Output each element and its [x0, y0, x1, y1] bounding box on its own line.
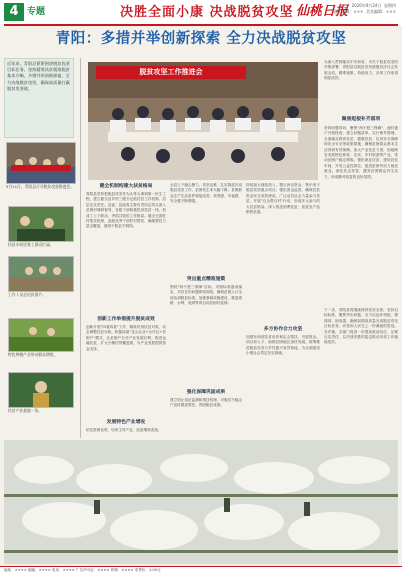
photo-workshop	[8, 206, 74, 242]
photo-planting	[8, 318, 74, 352]
subhead-col2-2: 创新工作举措提升脱贫成效	[97, 317, 155, 322]
lead-paragraph: 近年来，青阳县紧紧围绕脱贫攻坚目标任务，坚持精准扶贫精准脱贫基本方略，多措并举创新探索，全力决战脱贫攻坚，确保高质量打赢脱贫攻坚战。	[4, 58, 74, 138]
section-label: 专题	[27, 7, 46, 17]
article-col2-c: 依托资源优势，培育主导产业，拓宽增收渠道。	[86, 428, 162, 432]
photo-banner: 脱贫攻坚工作推进会	[96, 66, 246, 79]
caption-1: 5月11日，青阳县召开脱贫攻坚推进会。	[6, 184, 74, 189]
slogan: 决胜全面小康 决战脱贫攻坚	[120, 5, 294, 20]
article-right-top: 为深入贯彻落实中央和省、市关于脱贫攻坚的决策部署，青阳县以脱贫攻坚统揽经济社会发展全局，精准施策，持续用力，各项工作取得明显成效。	[324, 60, 398, 81]
article-col2-b: 创新开展"四看四查"工作，精准识别扶贫对象，动态调整扶贫台账。积极探索"龙头企业+合作社+贫困户"模式，让贫困户分享产业发展红利。推进金融扶贫，扩大小额信贷覆盖面，为产业发展提供资金支持。	[86, 325, 166, 351]
article-col2-a: 青阳县坚持把脱贫攻坚作为头等大事和第一民生工程，建立健全县乡村三级书记抓扶贫工作机制，层层压实责任。县委、县政府主要负责同志带头深入贫困村调研督导，各级干部积极投身扶贫一线，形成了上下联动、齐抓共管的工作格局。健全完善驻村帮扶机制，选派优秀干部驻村帮扶，确保帮扶力量全覆盖，做到不脱贫不脱钩。	[86, 192, 166, 229]
subhead-col3-2: 强化保障巩固成果	[186, 390, 226, 395]
subhead-col2-1: 健全机制构建大扶贫格局	[99, 184, 153, 189]
article-col5: 下一步，青阳县将继续保持攻坚态势，坚持目标标准，聚焦突出问题，全力以赴补短板、强弱项、固成果，确保如期高质量完成脱贫攻坚目标任务，向党和人民交上一份满意的答卷。各乡镇、各部门将进一步提高政治站位，压紧压实责任，以决战决胜的姿态推动各项工作落地见效。	[324, 308, 398, 345]
page-footer: 地址：×××× 邮编：×××× 电话：×××× 广告许可证：×××× 印刷：×××× 零售价：1.00元	[0, 566, 402, 579]
column-divider	[80, 58, 81, 438]
caption-5: 扶贫产业基地一角。	[8, 408, 43, 413]
page-number: 4	[4, 3, 24, 21]
header-rule	[4, 24, 398, 26]
main-photo	[88, 62, 318, 180]
main-headline: 青阳：多措并举创新探索 全力决战脱贫攻坚	[55, 31, 347, 47]
issue-meta: 2020年9月24日 星期四 责任编辑：××× 美术编辑：×××	[333, 3, 396, 14]
article-right-mid: 坚持问题导向，聚焦"两不愁三保障"，逐村逐户开展排查，建立问题清单，实行销号管理。全面落实教育扶贫、健康扶贫、住房安全保障和饮水安全等政策措施，确保贫困群众基本生活得到有效保障。加大产业扶贫力度，因地制宜发展特色种养、光伏、乡村旅游等产业，带动贫困户稳定增收。强化就业扶贫，建设扶贫车间，开发公益性岗位，促进贫困劳动力就近就业。深化扶志扶智，激发贫困群众内生动力，形成勤劳致富的良好氛围。	[324, 126, 398, 179]
article-col3-a: 全县上下凝心聚力、攻坚克难，扎实推进各项脱贫攻坚工作，贫困发生率大幅下降，贫困群众生产生活条件明显改善，获得感、幸福感、安全感不断增强。	[170, 183, 242, 204]
article-col4-b: 加强东西部扶贫协作和定点帮扶，引进资金、项目和人才，助推贫困地区加快发展。统筹推进脱贫攻坚与乡村振兴有效衔接，为全面建成小康社会奠定坚实基础。	[246, 335, 320, 356]
photo-visit	[8, 256, 74, 292]
subhead-col4-2: 多方协作合力攻坚	[263, 327, 303, 332]
page-header	[0, 0, 402, 26]
newspaper-brand: 仙桃日报	[296, 4, 349, 19]
caption-4: 特色种植产业带动群众增收。	[8, 352, 58, 357]
subhead-col2-3: 发展特色产业增收	[106, 420, 146, 425]
caption-3: 工作人员走访贫困户。	[8, 292, 46, 297]
photo-meeting	[6, 142, 76, 184]
article-col3-c: 建立防止返贫监测和帮扶机制，对脱贫不稳定户及时跟进帮扶，巩固脱贫成果。	[170, 398, 242, 408]
subhead-col4-1: 聚焦短板补齐弱项	[341, 117, 381, 122]
article-col4-a: 持续加大财政投入，整合涉农资金，集中用于脱贫攻坚重点项目。强化资金监管，确保扶贫资金安全高效使用。广泛动员社会力量参与扶贫，开展"百企帮百村"行动，形成多元参与的大扶贫格局。深入推进消费扶贫，拓宽农产品销售渠道。	[246, 183, 320, 215]
subhead-col3-1: 突出重点精准施策	[186, 277, 226, 282]
article-col3-b: 围绕"两不愁三保障"目标，对照标准逐项落实，对存在的问题即知即改，确保贫困人口全部达到脱贫标准。加强基础设施建设，推进道路、水利、电网等项目向贫困村延伸。	[170, 285, 242, 306]
caption-2: 扶贫车间里务工群众忙碌。	[8, 242, 54, 247]
photo-field	[4, 440, 398, 564]
photo-farmer	[8, 372, 74, 408]
